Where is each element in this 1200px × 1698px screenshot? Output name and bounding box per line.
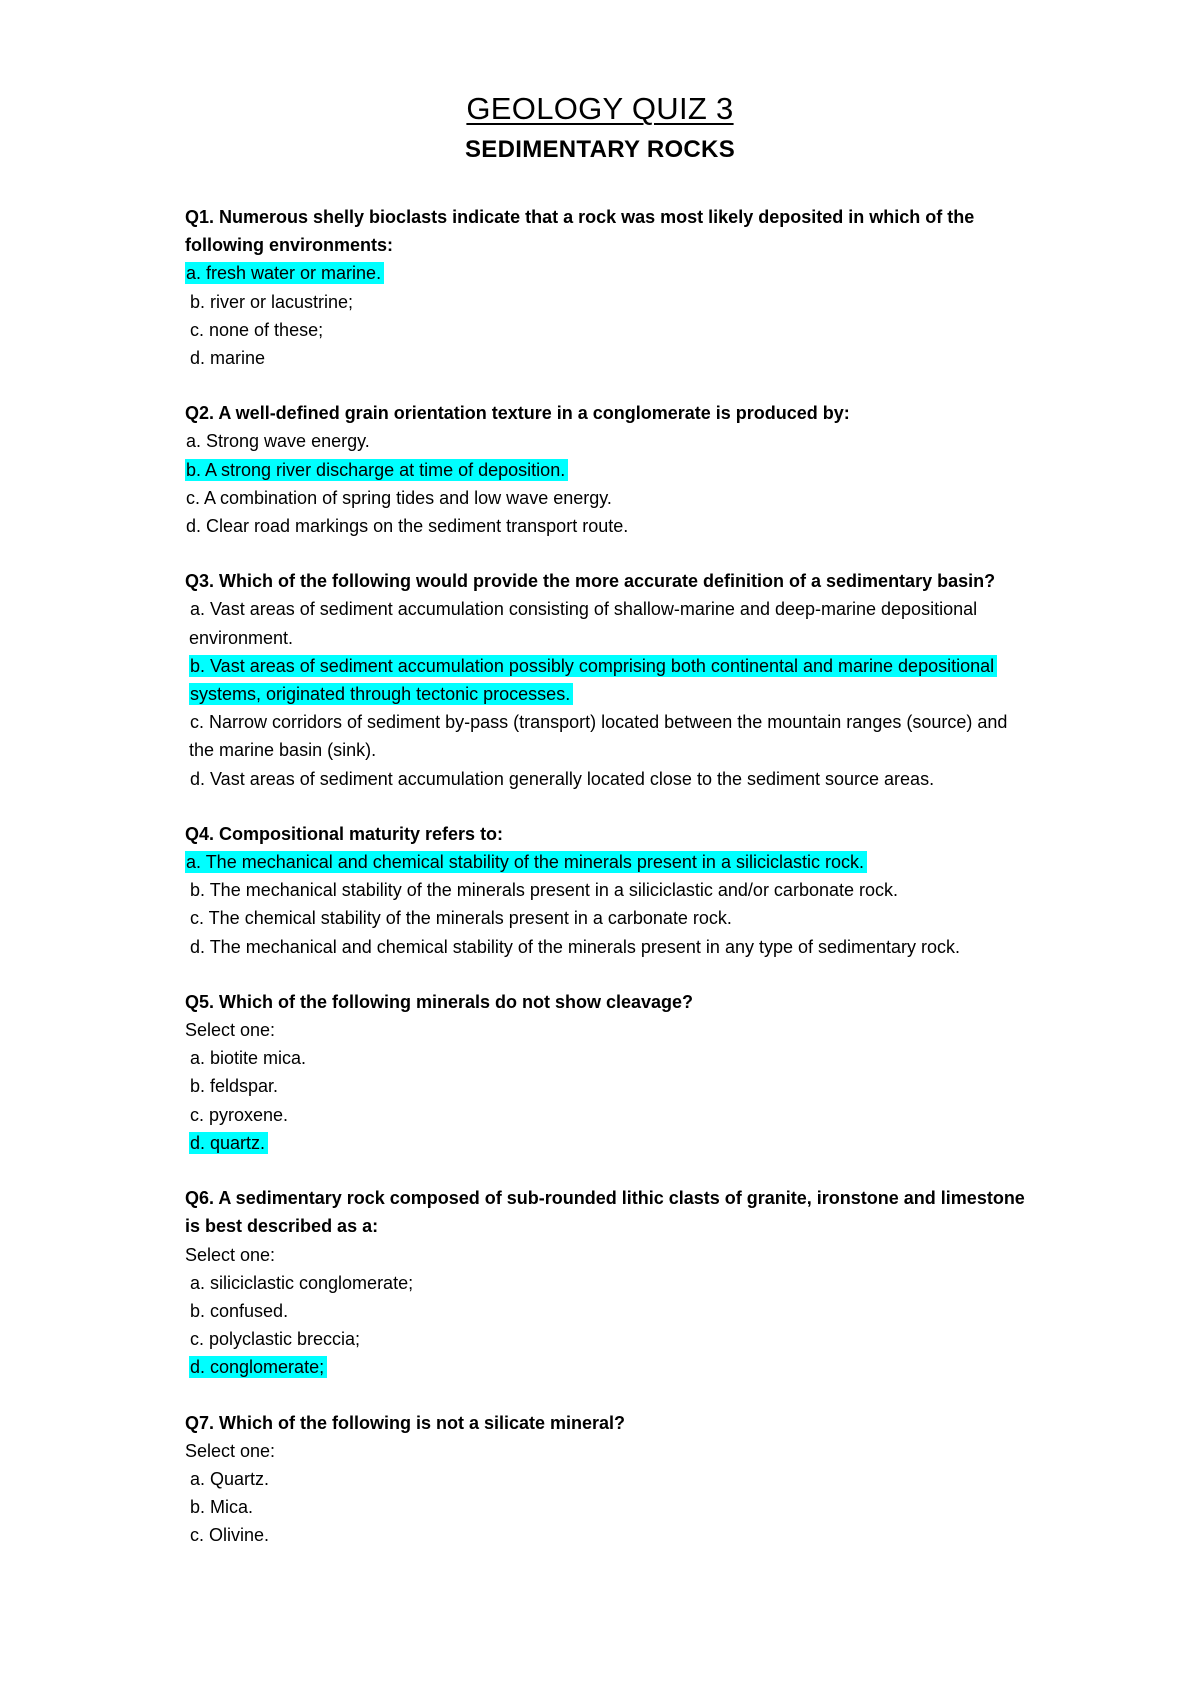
question-list xyxy=(185,203,1035,1577)
option-text: b. The mechanical stability of the minerals present in a siliciclastic and/or carbonate rock. xyxy=(190,880,899,901)
option-text: a. The mechanical and chemical stability of the minerals present in a siliciclastic rock. xyxy=(185,851,867,873)
answer-option xyxy=(185,512,1035,540)
answer-option xyxy=(185,1353,1035,1381)
answer-option xyxy=(185,652,1035,708)
option-text: c. Olivine. xyxy=(190,1525,270,1546)
option-text: a. fresh water or marine. xyxy=(185,262,384,284)
page-subtitle: SEDIMENTARY ROCKS xyxy=(464,136,735,163)
answer-option xyxy=(185,1044,1035,1072)
answer-option xyxy=(185,595,1035,651)
option-text: c. The chemical stability of the minerals present in a carbonate rock. xyxy=(190,908,732,929)
answer-option xyxy=(185,427,1035,455)
question-prompt: Q4. Compositional maturity refers to: xyxy=(185,823,504,844)
answer-option xyxy=(185,1493,1035,1521)
option-text: b. A strong river discharge at time of deposition. xyxy=(185,459,568,481)
select-one-label: Select one: xyxy=(185,1020,276,1041)
select-one-label: Select one: xyxy=(185,1440,276,1461)
option-text: a. siliciclastic conglomerate; xyxy=(190,1272,414,1293)
question-prompt: Q7. Which of the following is not a silicate mineral? xyxy=(185,1412,626,1433)
answer-option xyxy=(185,708,1035,764)
question-prompt: Q5. Which of the following minerals do not show cleavage? xyxy=(185,991,694,1012)
page-title: GEOLOGY QUIZ 3 xyxy=(466,91,734,126)
option-text: d. The mechanical and chemical stability of the minerals present in any type of sedimentary rock. xyxy=(190,936,961,957)
answer-option xyxy=(185,316,1035,344)
question-prompt: Q6. A sedimentary rock composed of sub-rounded lithic clasts of granite, ironstone and limestone is best described as a: xyxy=(185,1188,1025,1237)
option-text: c. none of these; xyxy=(190,319,324,340)
option-text: a. Strong wave energy. xyxy=(186,431,370,452)
option-text: b. Vast areas of sediment accumulation possibly comprising both continental and marine depositional systems, originated through tectonic processes. xyxy=(189,655,997,705)
option-text: c. Narrow corridors of sediment by-pass (transport) located between the mountain ranges (source) and the marine basin (sink). xyxy=(189,712,1008,761)
question-5 xyxy=(185,988,1035,1157)
option-text: d. quartz. xyxy=(189,1132,268,1154)
option-text: a. Quartz. xyxy=(190,1468,270,1489)
question-7 xyxy=(185,1409,1035,1550)
title-block xyxy=(0,90,1200,166)
question-3 xyxy=(185,567,1035,793)
answer-option xyxy=(185,456,1035,484)
option-text: b. confused. xyxy=(190,1300,289,1321)
question-4 xyxy=(185,820,1035,961)
option-text: d. Vast areas of sediment accumulation generally located close to the sediment source areas. xyxy=(190,768,935,789)
answer-option xyxy=(185,1297,1035,1325)
question-2 xyxy=(185,399,1035,540)
question-6 xyxy=(185,1184,1035,1381)
answer-option xyxy=(185,1101,1035,1129)
option-text: a. biotite mica. xyxy=(190,1048,307,1069)
option-text: c. A combination of spring tides and low wave energy. xyxy=(186,487,612,508)
answer-option xyxy=(185,765,1035,793)
answer-option xyxy=(185,1129,1035,1157)
question-prompt: Q2. A well-defined grain orientation texture in a conglomerate is produced by: xyxy=(185,403,850,424)
option-text: c. polyclastic breccia; xyxy=(190,1329,361,1350)
option-text: d. Clear road markings on the sediment transport route. xyxy=(186,516,629,537)
answer-option xyxy=(185,484,1035,512)
answer-option xyxy=(185,344,1035,372)
select-one-label: Select one: xyxy=(185,1244,276,1265)
answer-option xyxy=(185,1521,1035,1549)
option-text: a. Vast areas of sediment accumulation consisting of shallow-marine and deep-marine depositional environment. xyxy=(189,599,978,648)
answer-option xyxy=(185,259,1035,287)
option-text: b. river or lacustrine; xyxy=(190,291,354,312)
option-text: b. Mica. xyxy=(190,1497,254,1518)
question-1 xyxy=(185,203,1035,372)
answer-option xyxy=(185,1072,1035,1100)
option-text: d. marine xyxy=(190,348,266,369)
answer-option xyxy=(185,933,1035,961)
answer-option xyxy=(185,876,1035,904)
option-text: c. pyroxene. xyxy=(190,1104,289,1125)
answer-option xyxy=(185,1325,1035,1353)
answer-option xyxy=(185,1269,1035,1297)
answer-option xyxy=(185,288,1035,316)
question-prompt: Q1. Numerous shelly bioclasts indicate that a rock was most likely deposited in which of the following environments: xyxy=(185,207,975,256)
answer-option xyxy=(185,904,1035,932)
option-text: b. feldspar. xyxy=(190,1076,279,1097)
answer-option xyxy=(185,1465,1035,1493)
answer-option xyxy=(185,848,1035,876)
question-prompt: Q3. Which of the following would provide the more accurate definition of a sedimentary basin? xyxy=(185,571,996,592)
option-text: d. conglomerate; xyxy=(189,1356,327,1378)
